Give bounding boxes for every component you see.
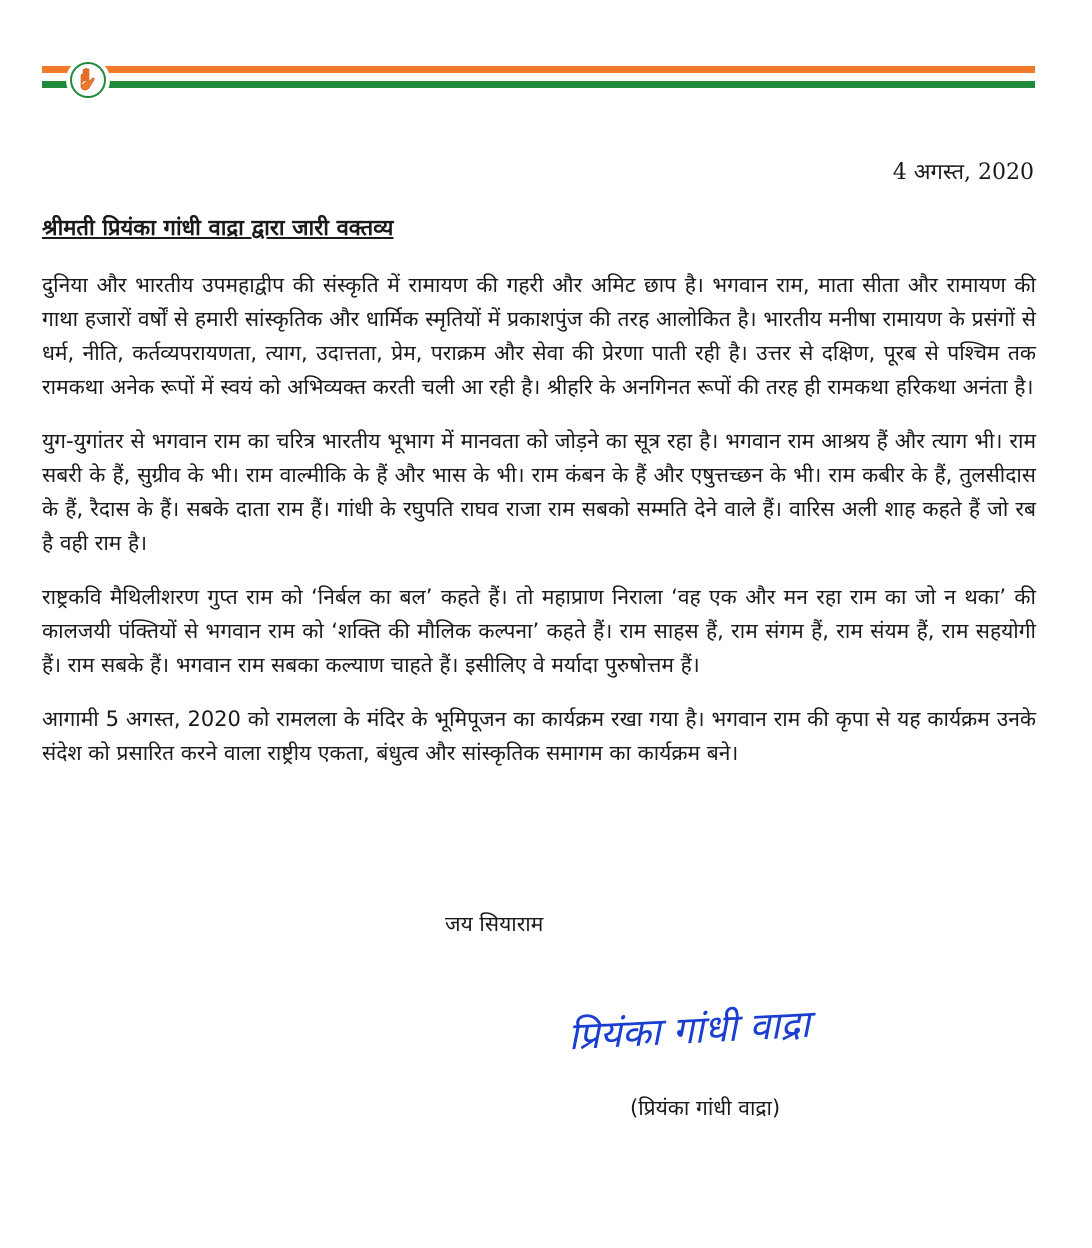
saffron-stripe [42, 66, 1035, 73]
closing-salutation: जय सियाराम [445, 912, 544, 936]
tricolor-header [42, 66, 1035, 90]
signatory-name: (प्रियंका गांधी वाद्रा) [630, 1096, 781, 1120]
paragraph: राष्ट्रकवि मैथिलीशरण गुप्त राम को ‘निर्बल का बल’ कहते हैं। तो महाप्राण निराला ‘वह एक और मन रहा राम का जो न थका’ की कालजयी पंक्तियों से भगवान राम को ‘शक्ति की मौलिक कल्पना’ कहते हैं। राम साहस हैं, राम संगम हैं, राम संयम हैं, राम सहयोगी हैं। राम सबके हैं। भगवान राम सबका कल्याण चाहते हैं। इसीलिए वे मर्यादा पुरुषोत्तम हैं। [42, 585, 1036, 677]
paragraph: आगामी 5 अगस्त, 2020 को रामलला के मंदिर के भूमिपूजन का कार्यक्रम रखा गया है। भगवान राम की कृपा से यह कार्यक्रम उनके संदेश को प्रसारित करने वाला राष्ट्रीय एकता, बंधुत्व और सांस्कृतिक समागम का कार्यक्रम बने। [42, 707, 1036, 765]
document-title: श्रीमती प्रियंका गांधी वाद्रा द्वारा जारी वक्तव्य [42, 215, 394, 241]
handwritten-signature [560, 990, 870, 1070]
document-date: 4 अगस्त, 2020 [892, 160, 1034, 185]
paragraph: दुनिया और भारतीय उपमहाद्वीप की संस्कृति में रामायण की गहरी और अमिट छाप है। भगवान राम, माता सीता और रामायण की गाथा हजारों वर्षों से हमारी सांस्कृतिक और धार्मिक स्मृतियों में प्रकाशपुंज की तरह आलोकित है। भारतीय मनीषा रामायण के प्रसंगों से धर्म, नीति, कर्तव्यपरायणता, त्याग, उदात्तता, प्रेम, पराक्रम और सेवा की प्रेरणा पाती रही है। उत्तर से दक्षिण, पूरब से पश्चिम तक रामकथा अनेक रूपों में स्वयं को अभिव्यक्त करती चली आ रही है। श्रीहरि के अनगिनत रूपों की तरह ही रामकथा हरिकथा अनंता है। [42, 273, 1036, 399]
congress-hand-logo-icon [66, 58, 110, 102]
statement-body [42, 268, 1036, 790]
green-stripe [42, 81, 1035, 88]
signature-text: प्रियंका गांधी वाद्रा [566, 1001, 812, 1059]
paragraph: युग-युगांतर से भगवान राम का चरित्र भारतीय भूभाग में मानवता को जोड़ने का सूत्र रहा है। भगवान राम आश्रय हैं और त्याग भी। राम सबरी के हैं, सुग्रीव के भी। राम वाल्मीकि के हैं और भास के भी। राम कंबन के हैं और एषुत्तच्छन के भी। राम कबीर के हैं, तुलसीदास के हैं, रैदास के हैं। सबके दाता राम हैं। गांधी के रघुपति राघव राजा राम सबको सम्मति देने वाले हैं। वारिस अली शाह कहते हैं जो रब है वही राम है। [42, 429, 1036, 555]
